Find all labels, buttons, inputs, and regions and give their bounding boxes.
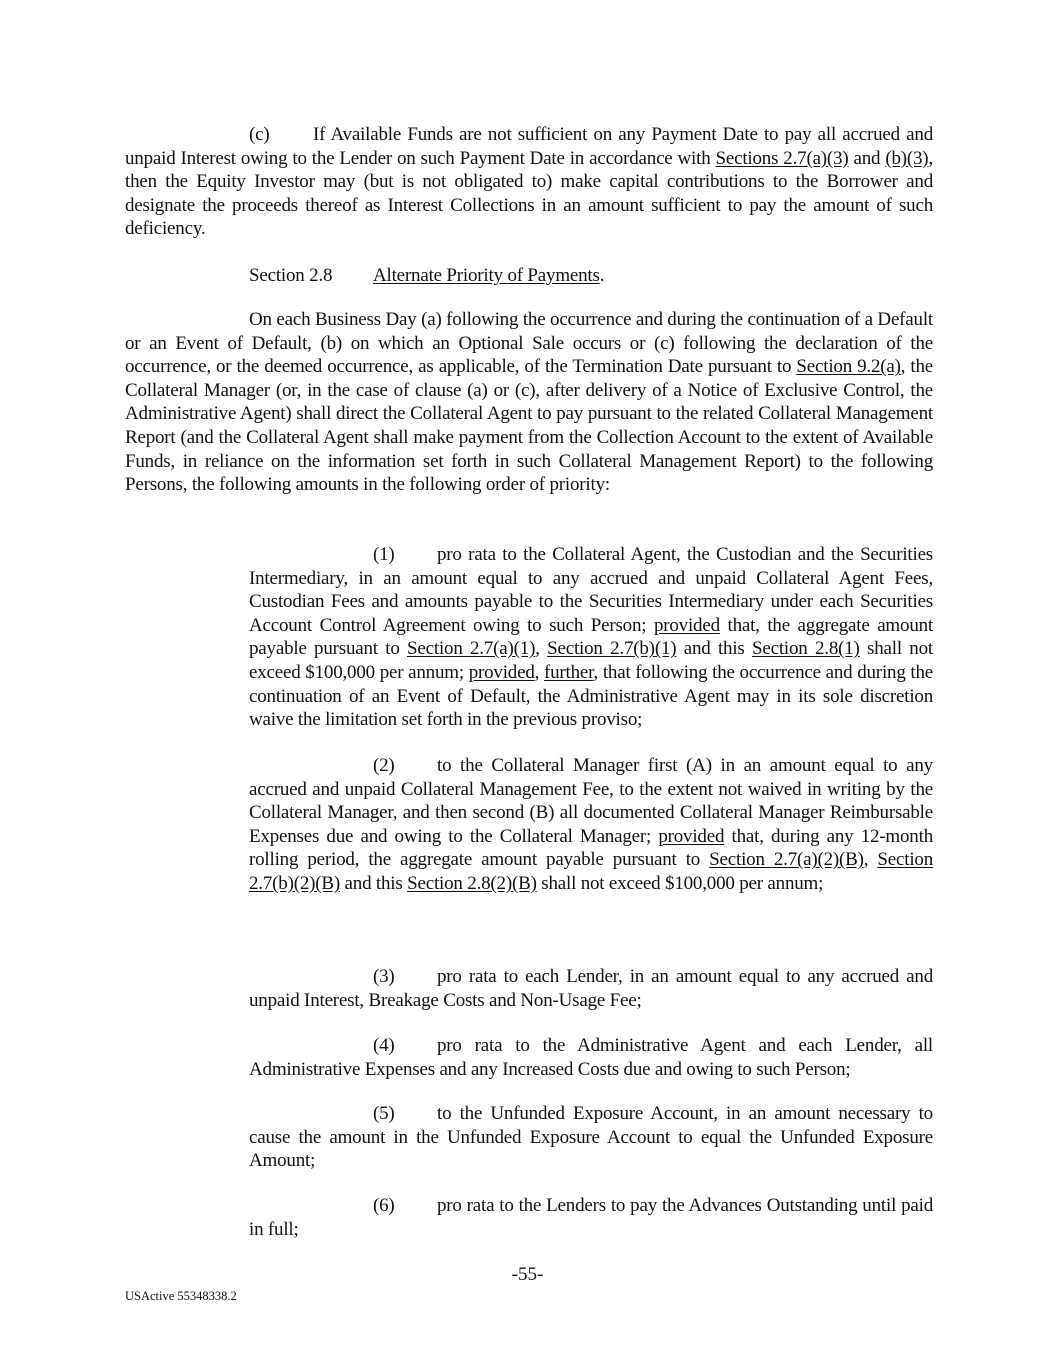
text-segment: shall not exceed $100,000 per annum; <box>536 872 824 894</box>
text-segment: shall not exceed $100,000 per annum; <box>249 638 933 683</box>
cross-reference: Section 2.7(b)(1) <box>547 638 677 660</box>
text-segment: that, during any 12-month rolling period, the aggregate amount payable pursuant to <box>249 825 933 871</box>
text-segment: that, the aggregate amount payable pursuant to <box>249 614 933 660</box>
text-segment: , <box>534 661 544 683</box>
cross-reference: Section 2.8(2)(B) <box>407 872 537 894</box>
text-segment: pro rata to each Lender, in an amount equal to any accrued and unpaid Interest, Breakage Costs and Non-Usage Fee; <box>249 966 933 1011</box>
heading-period: . <box>599 265 605 286</box>
item-5 <box>249 1102 933 1173</box>
cross-reference: Section 2.7(b)(2)(B) <box>249 849 934 894</box>
document-footer-id: USActive 55348338.2 <box>125 1289 237 1303</box>
text-segment: to the Collateral Manager first (A) in an amount equal to any accrued and unpaid Collateral Management Fee, to the extent not waived in writing by the Collateral Manager, and then second (B) all documented Collateral Manager Reimbursable Expenses due and owing to the Collateral Manager; <box>249 755 933 847</box>
section-number: Section 2.8 <box>249 265 333 286</box>
text-segment: , <box>535 638 548 660</box>
item-6 <box>249 1194 933 1241</box>
cross-reference: provided <box>468 661 535 683</box>
text-segment: and <box>848 147 886 169</box>
text-segment: On each Business Day (a) following the occurrence and during the continuation of a Default or an Event of Default, (b) on which an Optional Sale occurs or (c) following the declaration of the occurrence, or the deemed occurrence, as applicable, of the Termination Date pursuant to <box>125 309 933 378</box>
para-c <box>125 123 933 241</box>
text-segment: , the Collateral Manager (or, in the case of clause (a) or (c), after delivery of a Notice of Exclusive Control, the Administrative Agent) shall direct the Collateral Agent to pay pursuant to the related Collateral Management Report (and the Collateral Agent shall make payment from the Collection Account to the extent of Available Funds, in reliance on the information set forth in such Collateral Management Report) to the following Persons, the following amounts in the following order of priority: <box>125 356 934 496</box>
item-2 <box>249 754 933 896</box>
text-segment: , then the Equity Investor may (but is not obligated to) make capital contributions to the Borrower and designate the proceeds thereof as Interest Collections in an amount sufficient to pay the amount of such deficiency. <box>125 147 933 240</box>
text-segment: , <box>863 849 878 871</box>
paragraph-label: (6) <box>373 1195 395 1216</box>
item-1 <box>249 543 933 732</box>
text-segment: , that following the occurrence and during the continuation of an Event of Default, the Administrative Agent may in its sole discretion waive the limitation set forth in the previous proviso; <box>249 661 933 731</box>
text-segment: to the Unfunded Exposure Account, in an amount necessary to cause the amount in the Unfunded Exposure Account to equal the Unfunded Exposure Amount; <box>249 1103 933 1172</box>
cross-reference: further <box>543 661 594 683</box>
section-heading <box>249 264 604 288</box>
cross-reference: provided <box>653 614 720 636</box>
item-3 <box>249 965 933 1012</box>
item-4 <box>249 1034 933 1081</box>
text-segment: pro rata to the Lenders to pay the Advances Outstanding until paid in full; <box>249 1195 933 1240</box>
cross-reference: Section 9.2(a) <box>796 356 901 378</box>
cross-reference: (b)(3) <box>885 147 929 169</box>
text-segment: and this <box>676 638 752 660</box>
cross-reference: Sections 2.7(a)(3) <box>715 147 849 169</box>
text-segment: pro rata to the Administrative Agent and each Lender, all Administrative Expenses and any Increased Costs due and owing to such Person; <box>249 1035 933 1080</box>
cross-reference: Section 2.8(1) <box>752 638 860 660</box>
para-intro <box>125 308 933 497</box>
text-segment: pro rata to the Collateral Agent, the Custodian and the Securities Intermediary, in an amount equal to any accrued and unpaid Collateral Agent Fees, Custodian Fees and amounts payable to the Securities Intermediary under each Securities Account Control Agreement owing to such Person; <box>249 544 933 636</box>
paragraph-label: (c) <box>249 124 270 145</box>
paragraph-label: (2) <box>373 755 395 776</box>
paragraph-label: (4) <box>373 1035 395 1056</box>
cross-reference: provided <box>658 825 725 847</box>
text-segment: and this <box>340 872 408 894</box>
cross-reference: Section 2.7(a)(2)(B) <box>709 849 864 871</box>
paragraph-label: (5) <box>373 1103 395 1124</box>
section-title: Alternate Priority of Payments <box>373 265 600 286</box>
paragraph-label: (1) <box>373 544 395 565</box>
paragraph-label: (3) <box>373 966 395 987</box>
cross-reference: Section 2.7(a)(1) <box>407 638 536 660</box>
page-number: -55- <box>511 1264 544 1285</box>
text-segment: If Available Funds are not sufficient on any Payment Date to pay all accrued and unpaid Interest owing to the Lender on such Payment Date in accordance with <box>125 124 933 169</box>
